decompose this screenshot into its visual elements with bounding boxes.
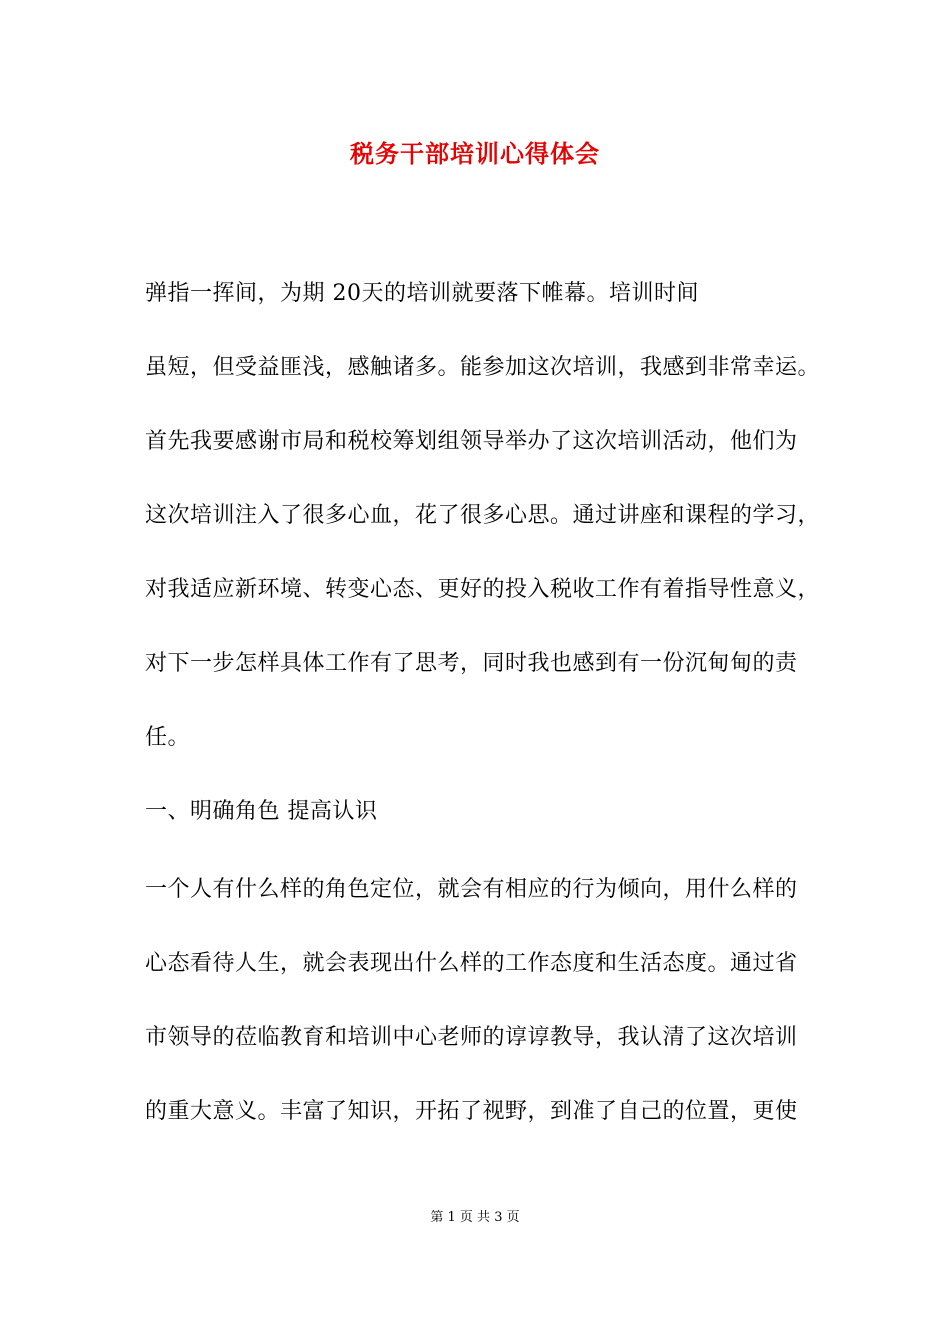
paragraph-line: 首先我要感谢市局和税校筹划组领导举办了这次培训活动，他们为 bbox=[145, 429, 798, 454]
document-title: 税务干部培训心得体会 bbox=[350, 139, 600, 168]
paragraph-line: 弹指一挥间，为期 20天的培训就要落下帷幕。培训时间 bbox=[145, 281, 699, 306]
paragraph-line: 任。 bbox=[145, 725, 191, 750]
page-number-footer: 第 1 页 共 3 页 bbox=[430, 1210, 520, 1225]
paragraph-line: 对下一步怎样具体工作有了思考，同时我也感到有一份沉甸甸的责 bbox=[145, 651, 798, 676]
paragraph-line: 市领导的莅临教育和培训中心老师的谆谆教导，我认清了这次培训 bbox=[145, 1025, 798, 1050]
section-heading: 一、明确角色 提高认识 bbox=[145, 799, 378, 824]
paragraph-line: 心态看待人生，就会表现出什么样的工作态度和生活态度。通过省 bbox=[145, 951, 798, 976]
paragraph-line: 的重大意义。丰富了知识，开拓了视野，到准了自己的位置，更使 bbox=[145, 1099, 798, 1124]
paragraph-line: 一个人有什么样的角色定位，就会有相应的行为倾向，用什么样的 bbox=[145, 877, 798, 902]
paragraph-line: 这次培训注入了很多心血，花了很多心思。通过讲座和课程的学习， bbox=[145, 503, 821, 528]
paragraph-line: 对我适应新环境、转变心态、更好的投入税收工作有着指导性意义， bbox=[145, 577, 821, 602]
paragraph-line: 虽短，但受益匪浅，感触诸多。能参加这次培训，我感到非常幸运。 bbox=[145, 355, 821, 380]
